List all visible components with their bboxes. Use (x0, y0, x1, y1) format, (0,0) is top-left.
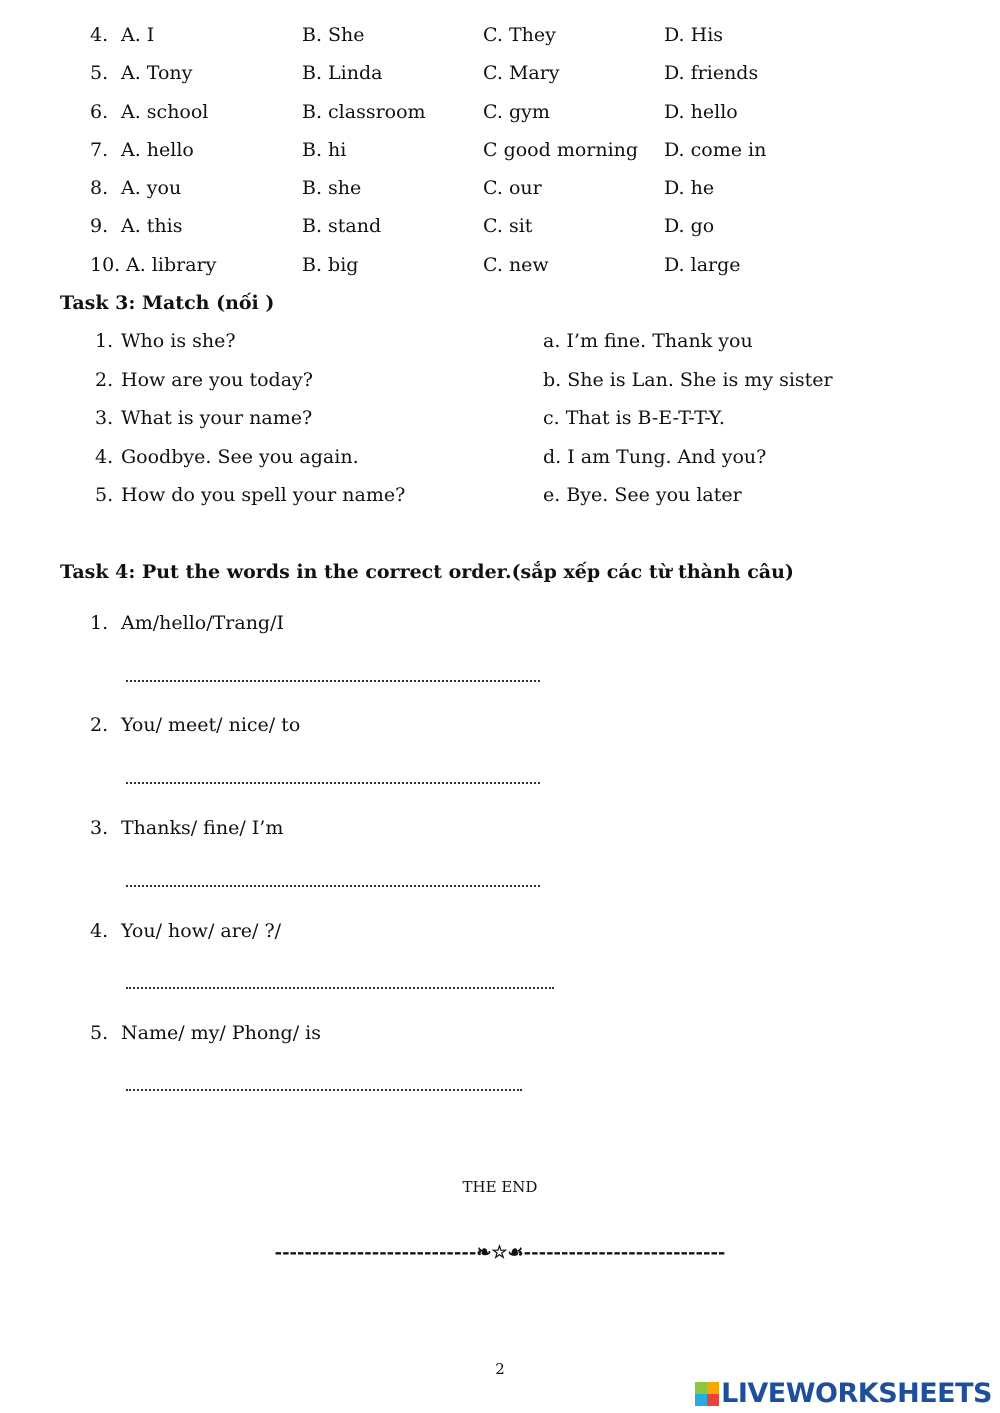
option-c[interactable]: C. sit (483, 215, 533, 237)
option-a[interactable]: A. I (121, 24, 155, 46)
order-prompt: Thanks/ fine/ I’m (121, 817, 284, 839)
match-answer[interactable]: d. I am Tung. And you? (543, 446, 767, 468)
answer-blank-2[interactable] (126, 782, 540, 784)
question-number: 10. (90, 254, 121, 276)
option-b[interactable]: B. she (302, 177, 362, 199)
question-number: 5. (90, 62, 109, 84)
order-number: 5. (90, 1022, 109, 1044)
option-a[interactable]: A. hello (121, 139, 194, 161)
option-c[interactable]: C. Mary (483, 62, 560, 84)
order-number: 1. (90, 612, 109, 634)
match-number: 3. (95, 407, 114, 429)
option-c[interactable]: C. new (483, 254, 549, 276)
page-number: 2 (495, 1360, 505, 1378)
option-d[interactable]: D. friends (664, 62, 759, 84)
question-number: 4. (90, 24, 109, 46)
option-d[interactable]: D. come in (664, 139, 767, 161)
option-a[interactable]: A. Tony (121, 62, 193, 84)
match-question[interactable]: Who is she? (121, 330, 236, 352)
match-number: 2. (95, 369, 114, 391)
match-answer[interactable]: e. Bye. See you later (543, 484, 742, 506)
task4-heading: Task 4: Put the words in the correct order.(sắp xếp các từ thành câu) (60, 561, 794, 583)
answer-blank-1[interactable] (126, 680, 540, 682)
option-a[interactable]: A. library (126, 254, 217, 276)
option-c[interactable]: C good morning (483, 139, 639, 161)
decorative-divider: ---------------------------❧☆☙--------------------------- (274, 1242, 726, 1263)
logo-mark-icon (695, 1382, 719, 1406)
task3-heading: Task 3: Match (nối ) (60, 292, 275, 314)
option-c[interactable]: C. our (483, 177, 542, 199)
option-a[interactable]: A. this (121, 215, 183, 237)
the-end-label: THE END (462, 1178, 538, 1196)
match-number: 5. (95, 484, 114, 506)
option-a[interactable]: A. school (121, 101, 209, 123)
match-question[interactable]: Goodbye. See you again. (121, 446, 359, 468)
order-prompt: You/ meet/ nice/ to (121, 714, 301, 736)
option-b[interactable]: B. She (302, 24, 365, 46)
question-number: 8. (90, 177, 109, 199)
option-d[interactable]: D. large (664, 254, 741, 276)
option-b[interactable]: B. classroom (302, 101, 426, 123)
question-number: 7. (90, 139, 109, 161)
option-d[interactable]: D. he (664, 177, 715, 199)
order-prompt: You/ how/ are/ ?/ (121, 920, 282, 942)
answer-blank-5[interactable] (126, 1089, 522, 1091)
match-answer[interactable]: a. I’m fine. Thank you (543, 330, 753, 352)
option-a[interactable]: A. you (121, 177, 182, 199)
match-number: 4. (95, 446, 114, 468)
match-question[interactable]: What is your name? (121, 407, 313, 429)
liveworksheets-logo[interactable] (695, 1378, 992, 1409)
question-number: 9. (90, 215, 109, 237)
option-b[interactable]: B. big (302, 254, 359, 276)
option-d[interactable]: D. hello (664, 101, 738, 123)
option-b[interactable]: B. stand (302, 215, 382, 237)
option-c[interactable]: C. They (483, 24, 556, 46)
order-number: 4. (90, 920, 109, 942)
option-d[interactable]: D. go (664, 215, 715, 237)
answer-blank-4[interactable] (126, 987, 554, 989)
order-number: 2. (90, 714, 109, 736)
answer-blank-3[interactable] (126, 885, 540, 887)
order-number: 3. (90, 817, 109, 839)
option-b[interactable]: B. hi (302, 139, 347, 161)
option-c[interactable]: C. gym (483, 101, 550, 123)
match-answer[interactable]: c. That is B-E-T-T-Y. (543, 407, 725, 429)
match-answer[interactable]: b. She is Lan. She is my sister (543, 369, 833, 391)
order-prompt: Am/hello/Trang/I (121, 612, 285, 634)
match-number: 1. (95, 330, 114, 352)
option-d[interactable]: D. His (664, 24, 724, 46)
option-b[interactable]: B. Linda (302, 62, 383, 84)
match-question[interactable]: How do you spell your name? (121, 484, 406, 506)
order-prompt: Name/ my/ Phong/ is (121, 1022, 321, 1044)
question-number: 6. (90, 101, 109, 123)
match-question[interactable]: How are you today? (121, 369, 313, 391)
brand-name: LIVEWORKSHEETS (721, 1378, 992, 1409)
